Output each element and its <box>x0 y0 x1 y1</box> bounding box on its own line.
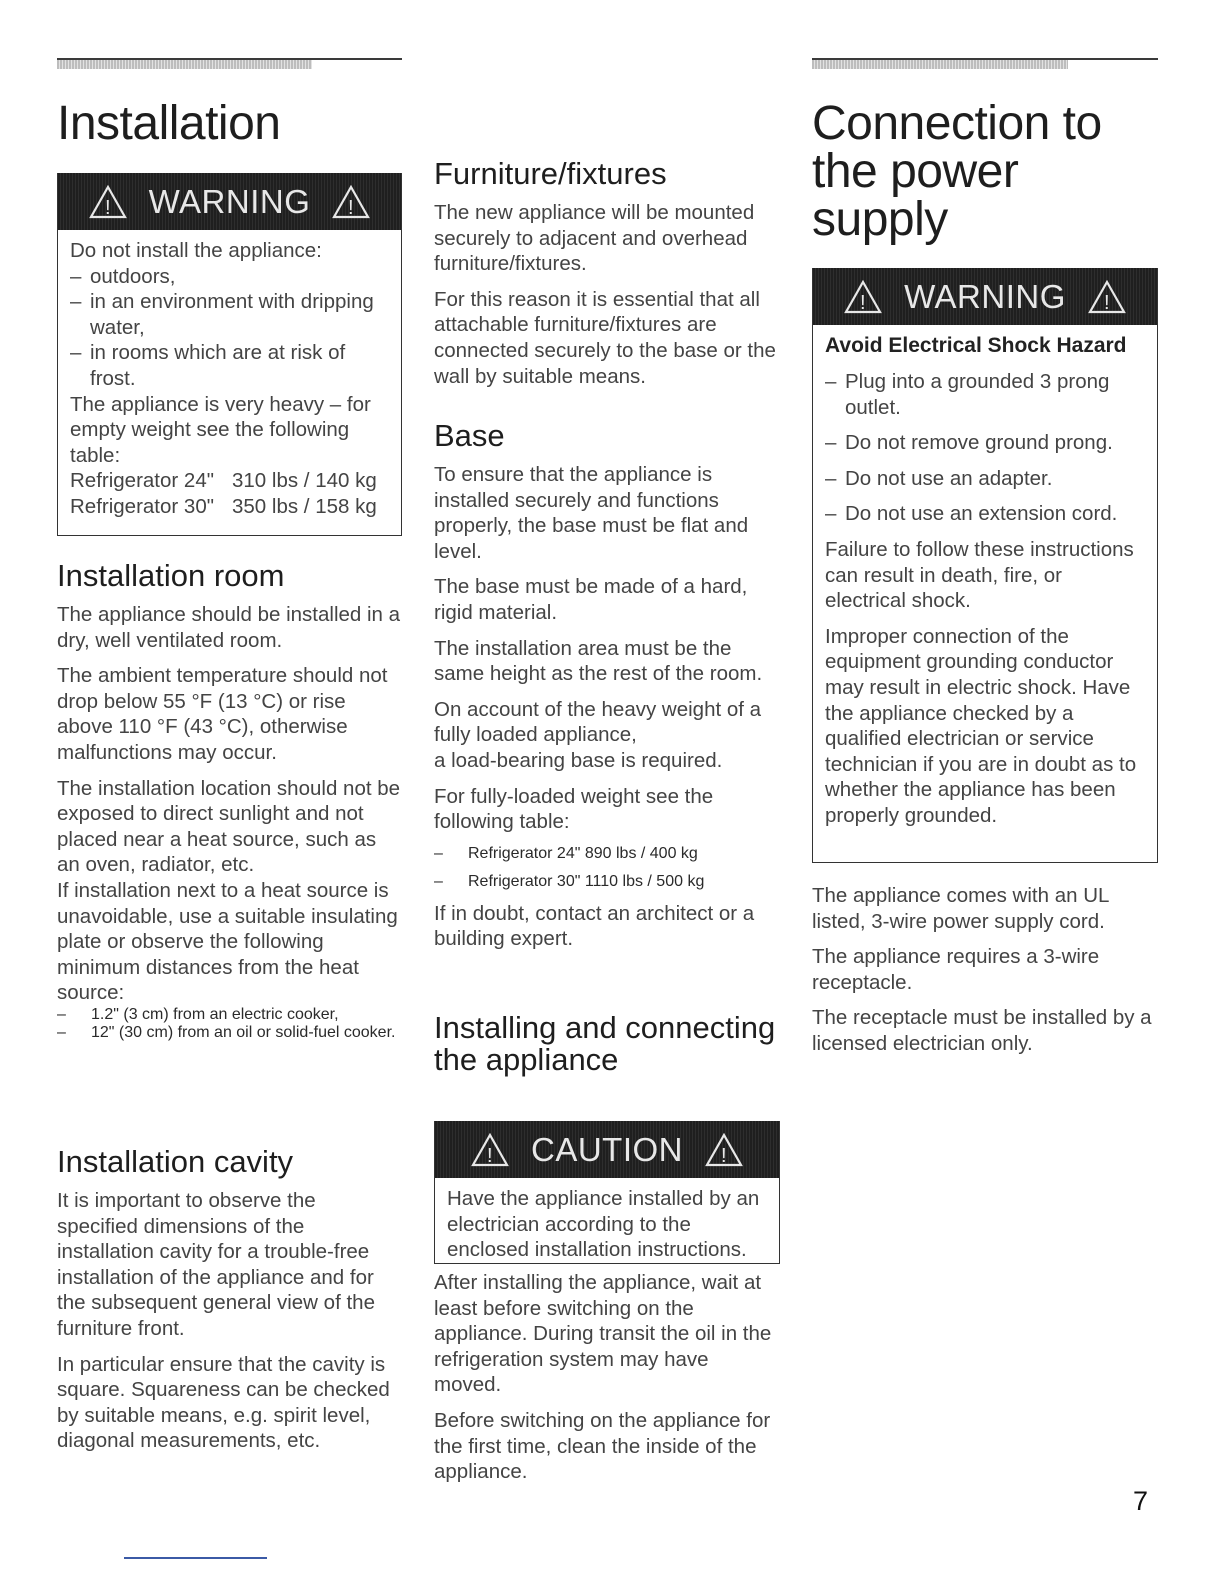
list-item: – Refrigerator 30" 1110 lbs / 500 kg <box>434 872 705 890</box>
paragraph: For fully-loaded weight see the following table: <box>434 784 714 834</box>
heading-installation-cavity: Installation cavity <box>57 1144 294 1179</box>
caution-text: Have the appliance installed by an electrician according to the enclosed installation instructions. <box>447 1187 760 1262</box>
section-installation-cavity <box>57 1146 402 1454</box>
list-item: – Do not use an adapter. <box>825 466 1053 490</box>
paragraph: Improper connection of the equipment grounding conductor may result in electric shock. Have the appliance checked by a qualified electrician or service technician if you are in doubt as to whether the appliance has been properly grounded. <box>825 624 1137 827</box>
warning-triangle-icon <box>705 1133 743 1167</box>
warning-triangle-icon <box>844 280 882 314</box>
svg-text:!: ! <box>860 291 867 314</box>
paragraph: The appliance requires a 3-wire receptacle. <box>812 945 1100 994</box>
page-title-installation: Installation <box>57 97 281 150</box>
paragraph: The ambient temperature should not drop below 55 °F (13 °C) or rise above 110 °F (43 °C), otherwise malfunctions may occur. <box>57 664 388 764</box>
paragraph: In particular ensure that the cavity is square. Squareness can be checked by suitable means, e.g. spirit level, diagonal measurements, etc. <box>57 1352 390 1453</box>
section-installation-room <box>57 560 402 1042</box>
paragraph: It is important to observe the specified dimensions of the installation cavity for a trouble-free installation of the appliance and for the subsequent general view of the furniture front. <box>57 1189 375 1340</box>
list-item: – Do not use an extension cord. <box>825 502 1118 526</box>
paragraph: If in doubt, contact an architect or a building expert. <box>434 901 755 951</box>
list-item: – in rooms which are at risk of frost. <box>70 341 346 390</box>
paragraph: The new appliance will be mounted securely to adjacent and overhead furniture/fixtures. <box>434 201 755 276</box>
warning-triangle-icon <box>1088 280 1126 314</box>
warning-bar <box>813 268 1157 325</box>
paragraph: The appliance comes with an UL listed, 3-wire power supply cord. <box>812 884 1109 933</box>
warning-box-electrical <box>812 268 1158 863</box>
heading-installation-room: Installation room <box>57 558 285 593</box>
svg-text:!: ! <box>486 1144 494 1167</box>
section-base <box>434 420 780 952</box>
section-furniture <box>434 158 780 389</box>
paragraph: The installation area must be the same height as the rest of the room. <box>434 636 763 686</box>
paragraph: Before switching on the appliance for the first time, clean the inside of the appliance. <box>434 1408 771 1484</box>
paragraph: On account of the heavy weight of a fully loaded appliance, <box>434 697 762 747</box>
warning-heading: Avoid Electrical Shock Hazard <box>825 334 1127 357</box>
warning-heavy-note: The appliance is very heavy – for empty weight see the following table: <box>70 392 371 467</box>
warning-triangle-icon <box>471 1133 509 1167</box>
warning-label: WARNING <box>904 277 1066 315</box>
list-item: – Plug into a grounded 3 prong outlet. <box>825 370 1110 419</box>
svg-text:!: ! <box>1103 291 1110 314</box>
caution-box <box>434 1121 780 1264</box>
paragraph: For this reason it is essential that all attachable furniture/fixtures are connected securely to the base or the wall by suitable means. <box>434 287 776 388</box>
list-item: – in an environment with dripping water, <box>70 290 374 339</box>
section-installing-body <box>434 1270 780 1485</box>
paragraph: The receptacle must be installed by a licensed electrician only. <box>812 1006 1152 1055</box>
warning-intro: Do not install the appliance: <box>70 239 322 262</box>
paragraph: Failure to follow these instructions can result in death, fire, or electrical shock. <box>825 537 1134 613</box>
paragraph: To ensure that the appliance is installed securely and functions properly, the base must be flat and level. <box>434 463 749 563</box>
warning-box-installation <box>57 173 402 536</box>
warning-label: WARNING <box>148 182 311 220</box>
paragraph: The base must be made of a hard, rigid material. <box>434 575 748 624</box>
warning-triangle-icon <box>89 185 127 219</box>
top-rule-right-band <box>812 60 1068 69</box>
page-title-connection: Connection to the power supply <box>812 97 1102 246</box>
paragraph: a load-bearing base is required. <box>434 748 723 772</box>
caution-bar <box>435 1121 779 1178</box>
warning-triangle-icon <box>332 185 370 219</box>
paragraph: The installation location should not be exposed to direct sunlight and not placed near a heat source, such as an oven, radiator, etc. <box>57 776 401 877</box>
section-power-body <box>812 883 1158 1057</box>
weight-row: Refrigerator 24" 310 lbs / 140 kg <box>70 469 377 493</box>
svg-text:!: ! <box>104 196 111 219</box>
paragraph: If installation next to a heat source is unavoidable, use a suitable insulating plate or observe the following minimum distances from the heat source: <box>57 878 398 1005</box>
list-item: – Refrigerator 24" 890 lbs / 400 kg <box>434 844 698 862</box>
list-item: – 12" (30 cm) from an oil or solid-fuel cooker. <box>57 1023 396 1041</box>
bottom-rule <box>124 1557 267 1559</box>
heading-base: Base <box>434 418 505 453</box>
section-installing <box>434 1012 780 1076</box>
weight-row: Refrigerator 30" 350 lbs / 158 kg <box>70 494 377 518</box>
svg-text:!: ! <box>720 1144 728 1167</box>
paragraph: After installing the appliance, wait at least before switching on the appliance. During transit the oil in the refrigeration system may have moved. <box>434 1271 772 1397</box>
caution-label: CAUTION <box>531 1130 683 1168</box>
page-number: 7 <box>1133 1486 1149 1516</box>
list-item: – 1.2" (3 cm) from an electric cooker, <box>57 1005 339 1023</box>
heading-furniture: Furniture/fixtures <box>434 156 667 191</box>
list-item: – outdoors, <box>70 264 176 288</box>
warning-bar <box>58 173 401 230</box>
paragraph: The appliance should be installed in a dry, well ventilated room. <box>57 603 401 652</box>
heading-installing: Installing and connecting the appliance <box>434 1010 776 1077</box>
list-item: – Do not remove ground prong. <box>825 431 1113 455</box>
svg-text:!: ! <box>348 196 355 219</box>
top-rule-left-band <box>57 60 312 69</box>
